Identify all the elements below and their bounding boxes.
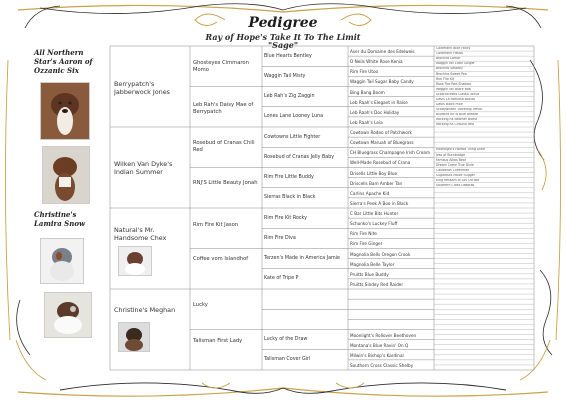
sire-name: All Northern Star's Aaron of Ozzanic Six [34,48,93,75]
gen4-cell-12: Well-Made Rosebud of Crana [350,160,411,166]
gen3-cell-3: Leb Rah's Zig Zaggin [264,94,315,100]
gen5-cell-4: Waggin Tail Little Ginger [436,62,475,66]
gen3-cell-9: Rim Fire Kit Rocky [264,215,307,221]
gen5-cell-45 [436,270,532,274]
gen4-cell-16: Sierra's Peek A Boo in Black [350,200,409,206]
gen5-cell-19 [436,138,532,142]
gen5-cell-27: King Reskam of Los Christe [436,178,480,182]
gen3-cell-2: Waggin Tail Misty [264,73,306,79]
gen4-cell-2: O Neils White Rose Kenia [350,59,403,65]
gen5-cell-44 [436,265,532,269]
page-title: Pedigree [248,15,318,31]
gen1-sire-sire: Berrypatch's Jabberwock Jones [114,80,170,96]
gen4-cell-10: Cowtown Maruah of Bluegrass [350,140,414,146]
gen4-cell-21: Magnolia Bells Oregon Crook [350,251,411,257]
gen5-cell-22: Jess of Burnbridge [436,153,466,157]
gen4-cell-1: Aser du Domaine des Edelweis [350,49,415,55]
gen4-cell-25 [350,290,432,299]
dog-photo-sire-icon [40,82,90,140]
gen5-cell-54 [436,315,532,319]
gen4-cell-32: Southern Cross Classic Shelby [350,362,414,368]
gen5-cell-62 [436,356,532,360]
gen4-cell-24: Pruitts Sindey Red Raider [350,281,404,287]
gen4-cell-17: C Bar Little Bits Hunter [350,211,399,217]
gen5-cell-17 [436,128,532,132]
gen4-cell-14: Driscells Bam Amber Tan [350,180,403,186]
gen5-cell-39 [436,239,532,243]
gen5-cell-1: Coldmann Blue Fancy [436,47,471,51]
gen5-cell-15: Rocking Rs Beamer Blond [436,117,478,122]
gen3-cell-12: Kate of Tripe P [264,276,299,282]
gen5-cell-60 [436,346,532,350]
gen5-cell-21: Moonlight's Hotrod Thing Dixie [436,148,486,152]
gen5-cell-13: Scott/Wilden Traveling Trevor [436,107,483,111]
gen5-cell-28: Southern Cross Dakotas [436,183,475,187]
gen2-7: Lucky [193,302,208,308]
gen2-4: RNJ'S Little Beauty Jonah [193,180,258,186]
gen2-1: Ghosteyes Cimmaron Momo [193,60,249,73]
gen4-cell-5: Bing Bang Boom [350,89,385,95]
gen5-cell-6: Brochiro Sweet Pea [436,72,467,76]
gen2-6: Coffee vom Islandhof [193,256,249,262]
gen5-cell-10: Scotchcreeks Classic Annie [436,92,480,96]
gen1-sire-dam: Wilken Van Dyke's Indian Summer [114,160,173,176]
gen3-cell-16: Talisman Cover Girl [264,357,311,363]
gen2-5: Rim Fire Kit Jason [193,222,239,228]
gen5-cell-38 [436,234,532,238]
gen5-cell-51 [436,300,532,304]
gen2-2: Leb Rah's Daisy Mae of Berrypatch [193,102,254,115]
gen5-cell-37 [436,229,532,233]
gen5-cell-49 [436,290,532,294]
gen4-cell-8: Leb Raah's Leia [350,119,383,125]
call-name: "Sage" [268,40,298,50]
dog-photo-sire-2-icon [42,146,90,204]
gen4-cell-26 [350,300,432,309]
gen1-dam-dam: Christine's Meghan [114,306,176,314]
gen4-cell-19: Rim Fire Nite [350,231,377,237]
gen5-cell-32 [436,204,532,208]
gen5-cell-41 [436,250,532,254]
gen4-cell-30: Montana's Blue Ravin' On Q [350,342,409,348]
gen3-cell-11: Terzen's Made in America Jamie [264,256,341,262]
gen5-cell-23: Famous Aikos Bear [436,158,467,162]
gen5-cell-26: Sugarbuts Maize Sugger [436,173,475,177]
gen5-cell-24: Dream Come True Dixie [436,163,474,167]
gen5-cell-30 [436,194,532,198]
gen1-dam-sire: Natural's Mr. Handsome Chex [114,226,167,242]
gen4-cell-18: Schunko's Luckey Fluff [350,221,398,227]
gen3-cell-1: Blue Hearts Bentley [264,53,312,59]
gen5-cell-52 [436,305,532,309]
gen5-cell-47 [436,280,532,284]
gen5-cell-5: Brochiro Smokey [436,67,463,71]
gen5-cell-48 [436,285,532,289]
gen5-cell-31 [436,199,532,203]
gen4-cell-3: Rim Fire Utoo [350,69,379,75]
gen4-cell-9: Cowtown Rodeo of Patchwork [350,130,412,136]
gen5-cell-59 [436,341,532,345]
gen5-cell-53 [436,310,532,314]
gen5-cell-25: Cavaleros Cheerman [436,168,470,172]
page-subtitle: Ray of Hope's Take It To The Limit [205,32,361,42]
gen3-cell-4: Lones Lane Looney Luna [264,114,324,120]
gen5-cell-63 [436,361,532,365]
dam-name: Christine's Lamira Snow [34,210,86,228]
gen5-cell-40 [436,244,532,248]
gen4-cell-23: Pruitts Blue Buddy [350,271,389,277]
gen4-cell-31: Milwin's Bishop's Kardinal [350,352,404,358]
gen5-cell-9: Waggin Tail Black Bob [436,87,471,91]
gen5-cell-8: Rose Fire Red Shadow [436,82,472,86]
gen5-cell-12: Davis Black Pixie [436,102,463,106]
dog-photo-dam-2-icon [44,292,92,338]
gen3-cell-14 [264,310,346,329]
gen5-cell-55 [436,320,532,324]
gen5-cell-3: Brochiro Lamar [436,57,461,61]
gen3-cell-10: Rim Fire Diva [264,235,296,241]
gen5-cell-36 [436,224,532,228]
gen5-cell-43 [436,260,532,264]
gen5-cell-34 [436,214,532,218]
gen2-3: Rosebud of Cranas Chili Red [193,140,255,153]
gen5-cell-33 [436,209,532,213]
gen4-cell-22: Magnolia Belle Taylor [350,261,395,267]
gen5-cell-2: Coldmann Helios [436,52,463,56]
gen5-cell-50 [436,295,532,299]
gen4-cell-29: Moonlight's Rollover Beethoven [350,332,417,338]
gen4-cell-27 [350,310,432,319]
gen5-cell-64 [436,366,532,370]
gen5-cell-42 [436,255,532,259]
gen3-cell-5: Cowtowns Little Fighter [264,134,321,140]
dog-photo-dam-icon [40,238,84,284]
gen5-cell-35 [436,219,532,223]
gen4-cell-13: Drisells Little Boy Blue [350,170,398,176]
gen5-cell-20 [436,143,532,147]
gen5-cell-11: Davis La Famiosa Bonito [436,97,475,101]
gen5-cell-16: Rocking Rs Chauna Hea [436,122,474,127]
gen4-cell-15: Carlins Apache Kid [350,190,390,196]
gen5-cell-18 [436,133,532,137]
gen5-cell-29 [436,189,532,193]
gen4-cell-20: Rim Fire Ginger [350,241,383,247]
gen5-cell-7: Rim Fire Kit [436,77,455,81]
gen3-cell-7: Rim Fire Little Buddy [264,175,314,181]
gen3-cell-6: Rosebud of Cranas Jelly Baby [264,154,335,160]
gen4-cell-6: Leb Raah's Elegant in Raise [350,99,408,105]
gen4-cell-11: CH Bluegrass Champagne Irish Cream [350,150,431,156]
gen5-cell-61 [436,351,532,355]
gen5-cell-46 [436,275,532,279]
gen5-cell-14: Bluebird Kit N Blue Breeze [436,112,478,117]
gen3-cell-13 [264,290,346,309]
gen5-cell-57 [436,331,532,335]
dog-photo-gen1-3-icon [118,246,152,276]
gen4-cell-28 [350,320,432,329]
gen2-8: Talisman First Lady [193,338,243,344]
gen3-cell-8: Sierras Black in Black [264,195,316,201]
gen5-cell-56 [436,325,532,329]
dog-photo-gen1-4-icon [118,322,150,352]
gen3-cell-15: Lucky of the Draw [264,337,308,343]
gen4-cell-7: Leb Raah's Doc Holiday [350,109,400,115]
gen4-cell-4: Waggin Tail Sugar Baby Candy [350,79,414,85]
gen5-cell-58 [436,336,532,340]
